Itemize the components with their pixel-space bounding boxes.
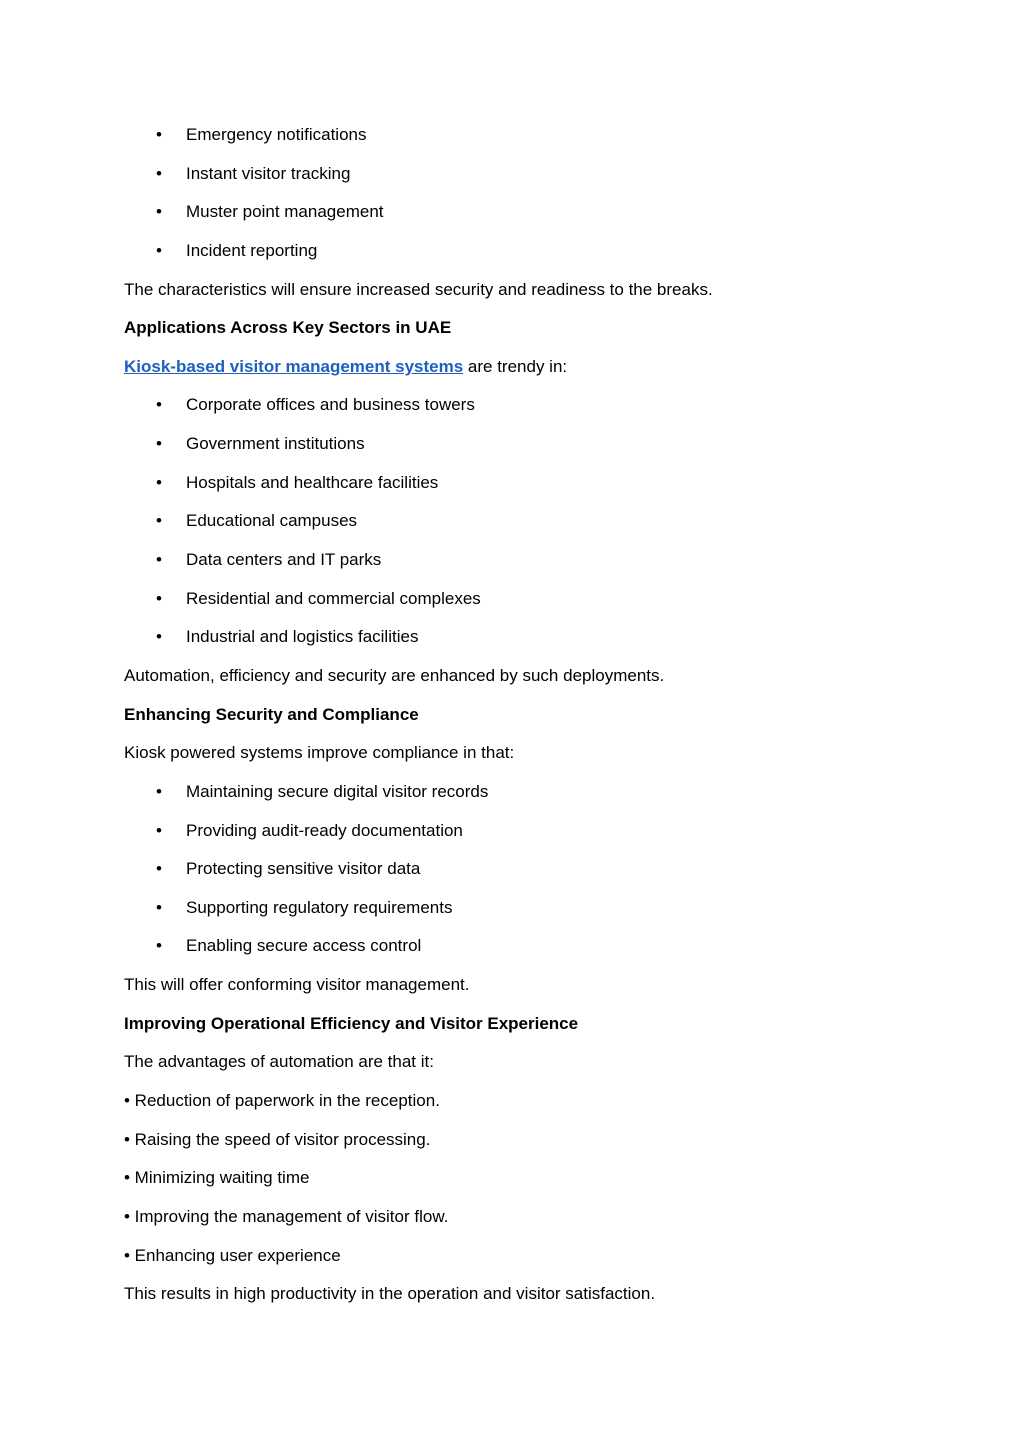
- list-item: [124, 782, 904, 821]
- list-item: [124, 241, 904, 280]
- section-heading-text: Enhancing Security and Compliance: [124, 704, 419, 724]
- paragraph: [124, 743, 904, 782]
- list-item: [124, 627, 904, 666]
- paragraph-text: Automation, efficiency and security are enhanced by such deployments.: [124, 665, 665, 685]
- bullet: •: [156, 781, 162, 801]
- list-item-text: Data centers and IT parks: [186, 550, 382, 570]
- list-item-text: Maintaining secure digital visitor records: [186, 781, 489, 801]
- bullet: •: [156, 434, 162, 454]
- list-item-text: Supporting regulatory requirements: [186, 897, 453, 917]
- paragraph: [124, 357, 904, 396]
- list-item: [124, 859, 904, 898]
- paragraph: [124, 1052, 904, 1091]
- list-item-text: Protecting sensitive visitor data: [186, 859, 421, 879]
- paragraph-text: are trendy in:: [463, 356, 568, 376]
- list-item: [124, 898, 904, 937]
- section-heading: [124, 1014, 904, 1053]
- section-heading: [124, 318, 904, 357]
- section-heading-text: Improving Operational Efficiency and Visitor Experience: [124, 1013, 579, 1033]
- list-item-text: Corporate offices and business towers: [186, 395, 475, 415]
- kiosk-systems-link[interactable]: Kiosk-based visitor management systems: [124, 356, 464, 376]
- paragraph-text: The advantages of automation are that it:: [124, 1052, 434, 1072]
- list-item: [124, 434, 904, 473]
- paragraph-text: The characteristics will ensure increased security and readiness to the breaks.: [124, 279, 713, 299]
- inline-bullet-item: [124, 1168, 904, 1207]
- paragraph-text: Kiosk powered systems improve compliance in that:: [124, 743, 515, 763]
- list-item: [124, 164, 904, 203]
- paragraph: [124, 280, 904, 319]
- inline-bullet-text: • Minimizing waiting time: [124, 1168, 310, 1188]
- bullet: •: [156, 936, 162, 956]
- list-item: [124, 511, 904, 550]
- list-item-text: Government institutions: [186, 434, 365, 454]
- list-item-text: Emergency notifications: [186, 125, 367, 144]
- document-page: [124, 125, 904, 1323]
- list-item-text: Instant visitor tracking: [186, 163, 351, 183]
- list-item-text: Hospitals and healthcare facilities: [186, 472, 439, 492]
- inline-bullet-item: [124, 1091, 904, 1130]
- list-item-text: Educational campuses: [186, 511, 358, 531]
- bullet: •: [156, 125, 162, 144]
- list-item-text: Enabling secure access control: [186, 936, 422, 956]
- list-item: [124, 395, 904, 434]
- inline-bullet-text: • Enhancing user experience: [124, 1245, 341, 1265]
- inline-bullet-text: • Improving the management of visitor flow.: [124, 1206, 449, 1226]
- bullet: •: [156, 820, 162, 840]
- bullet: •: [156, 897, 162, 917]
- inline-bullet-text: • Reduction of paperwork in the reception.: [124, 1091, 440, 1111]
- list-item: [124, 589, 904, 628]
- bullet: •: [156, 163, 162, 183]
- list-item-text: Incident reporting: [186, 240, 318, 260]
- inline-bullet-item: [124, 1246, 904, 1285]
- inline-bullet-item: [124, 1130, 904, 1169]
- bullet: •: [156, 395, 162, 415]
- bullet: •: [156, 859, 162, 879]
- list-item: [124, 473, 904, 512]
- bullet: •: [156, 240, 162, 260]
- list-item-text: Residential and commercial complexes: [186, 588, 481, 608]
- paragraph: [124, 666, 904, 705]
- list-item-text: Industrial and logistics facilities: [186, 627, 419, 647]
- paragraph-text: This will offer conforming visitor management.: [124, 975, 470, 995]
- list-item: [124, 821, 904, 860]
- bullet: •: [156, 472, 162, 492]
- paragraph: [124, 1284, 904, 1323]
- list-item-text: Muster point management: [186, 202, 384, 222]
- list-item: [124, 936, 904, 975]
- inline-bullet-text: • Raising the speed of visitor processing.: [124, 1129, 431, 1149]
- paragraph-text: This results in high productivity in the operation and visitor satisfaction.: [124, 1284, 656, 1304]
- paragraph: [124, 975, 904, 1014]
- bullet: •: [156, 588, 162, 608]
- section-heading: [124, 705, 904, 744]
- bullet: •: [156, 627, 162, 647]
- inline-bullet-item: [124, 1207, 904, 1246]
- list-item: [124, 550, 904, 589]
- bullet: •: [156, 202, 162, 222]
- list-item-text: Providing audit-ready documentation: [186, 820, 463, 840]
- section-heading-text: Applications Across Key Sectors in UAE: [124, 318, 452, 338]
- bullet: •: [156, 550, 162, 570]
- bullet: •: [156, 511, 162, 531]
- list-item: [124, 125, 904, 164]
- list-item: [124, 202, 904, 241]
